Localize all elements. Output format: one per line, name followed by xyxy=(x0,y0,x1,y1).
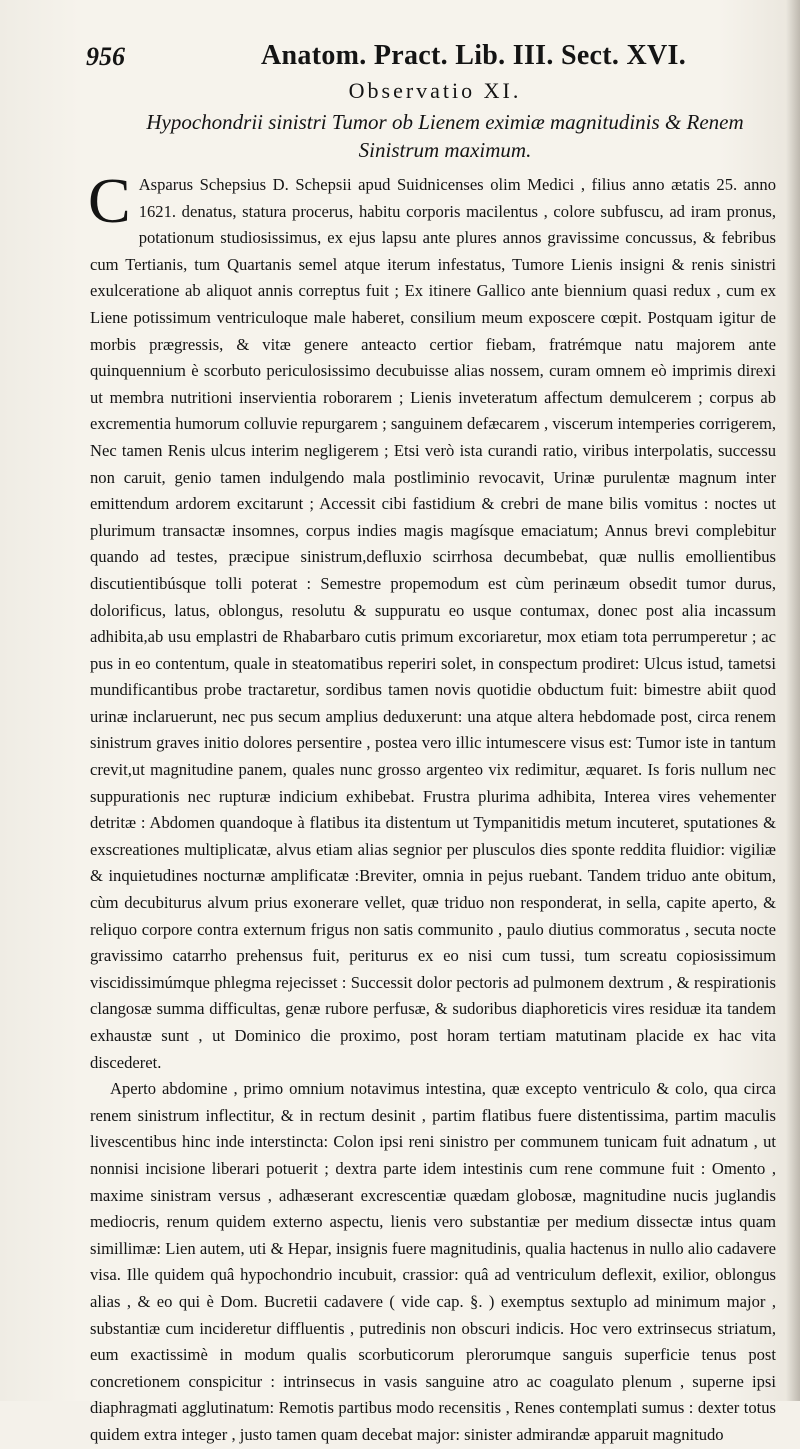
body-text xyxy=(88,165,776,1449)
running-head: Anatom. Pract. Lib. III. Sect. XVI. xyxy=(261,40,687,71)
drop-cap: C xyxy=(88,165,131,236)
observation-title: Observatio XI. xyxy=(348,78,522,103)
page-header xyxy=(86,40,786,74)
page-number: 956 xyxy=(86,42,125,71)
paragraph-autopsy: Aperto abdomine , primo omnium notavimus intestina, quæ excepto ventriculo & colo, qua circa renem sinistrum inflectitur, & in rectum desinit , partim flatibus fuere distentissima, partim maculis livescentibus hinc inde interstincta: Colon ipsi reni sinistro per communem tunicam fuit adnatum , ut nonnisi incisione liberari potuerit ; dextra parte idem intestinis cum rene commune fuit : Omento , maxime sinistram versus , adhæserant excrescentiæ quædam globosæ, magnitudine nucis juglandis mediocris, renum quidem externo aspectu, lienis vero substantiæ per medium dissectæ intus quam simillimæ: Lien autem, uti & Hepar, insignis fuere magnitudinis, qualia hactenus in nullo alio cadavere visa. Ille quidem quâ hypochondrio incubuit, crassior: quâ ad ventriculum deflexit, exilior, oblongus alias , & eo qui è Dom. Bucretii cadavere ( vide cap. §. ) exemptus sextuplo ad minimum major , substantiæ cum incideretur diffluentis , putredinis non obscuri indicis. Hoc vero extrinsecus striatum, eum exactissimè in modum qualis scorbuticorum plerorumque sanguis superficie tenus post concretionem conspicitur : intrinsecus in vasis sanguine atro ac coagulato plenum , superne ipsi diaphragmati agglutinatum: Remotis partibus modo recensitis , Renes contemplati sumus : dexter totus quidem extra integer , justo tamen quam decebat major: sinister admirandæ apparuit magnitudo xyxy=(90,1079,776,1444)
observation-subtitle: Hypochondrii sinistri Tumor ob Lienem eximiæ magnitudinis & Renem Sinistrum maximum. xyxy=(146,110,744,162)
page-edge-shadow xyxy=(786,0,800,1401)
paragraph-case-history xyxy=(88,165,776,1076)
paragraph-case-history-text: Asparus Schepsius D. Schepsii apud Suidnicenses olim Medici , filius anno ætatis 25. anno 1621. denatus, statura procerus, habitu corporis macilentus , colore subfuscu, ad iram pronus, potationum studiosissimus, ex ejus lapsu ante plures annos gravissime concussus, & febribus cum Tertianis, tum Quartanis semel atque iterum infestatus, Tumore Lienis insigni & renis sinistri exulceratione ab aliquot annis correptus fuit ; Ex itinere Gallico ante biennium quasi redux , cum ex Liene potissimum ventriculoque male haberet, consilium meum exposcere cœpit. Postquam igitur de morbis prægressis, & vitæ genere anteacto certior fiebam, fratrémque natu majorem ante quinquennium è scorbuto periculosissimo decubuisse alias nossem, curam omnem eò imprimis direxi ut membra nutritioni inservientia roborarem ; Lienis inveteratum affectum demulcerem ; corpus ab excrementia humorum colluvie repurgarem ; sanguinem defæcarem , viscerum intemperies corrigerem, Nec tamen Renis ulcus interim negligerem ; Etsi verò ista curandi ratio, viribus interpolatis, successu non caruit, genio tamen indulgendo mala postliminio revocavit, Urinæ purulentæ magnum inter emittendum ardorem excitarunt ; Accessit cibi fastidium & crebri de mane bilis vomitus : noctes ut plurimum transactæ insomnes, corpus indies magis magísque emaciatum; Annus brevi complebitur quando ad testes, præcipue sinistrum,defluxio scirrhosa decumbebat, quæ nullis emollientibus discutientibúsque tolli poterat : Semestre propemodum est cùm perinæum obsedit tumor durus, dolorificus, latus, oblongus, resolutu & suppuratu eo usque contumax, donec post alia incassum adhibita,ab usu emplastri de Rhabarbaro cutis primum excoriaretur, mox etiam tota perrumperetur ; ac pus in eo contentum, quale in steatomatibus reperiri solet, in conspectum prodiret: Ulcus istud, tametsi mundificantibus probe tractaretur, sordibus tamen novis quotidie obductum fuit: bimestre abiit quod urinæ inclaruerunt, nec pus secum amplius deduxerunt: una atque altera hebdomade post, circa renem sinistrum graves initio dolores persentire , postea vero illic intumescere visus est: Tumor iste in tantum crevit,ut magnitudine panem, quales nunc grosso argenteo vix redimitur, æquaret. Is foris nullum nec suppurationis nec rupturæ indicium exhibebat. Frustra plurima adhibita, Interea vires vehementer detritæ : Abdomen quandoque à flatibus ita distentum ut Tympanitidis metum incuteret, sputationes & exscreationes multiplicatæ, alvus etiam alias segnior per plusculos dies sponte reddita fluidior: vigiliæ & inquietudines nocturnæ amplificatæ :Breviter, omnia in pejus ruebant. Tandem triduo ante obitum, cùm decubiturus alvum prius exonerare vellet, quæ triduo non responderat, in sella, capite aperto, & reliquo corpore contra externum frigus non satis communito , paulo diutius commoratus , secuta nocte gravissimo catarrho prehensus fuit, periturus ex eo nisi cum tussi, tum screatu copiosissimum viscidissimúmque phlegma rejecisset : Successit dolor pectoris ad pulmonem dextrum , & respirationis clangosæ summa difficultas, genæ rubore perfusæ, & sudoribus diaphoreticis vires residuæ ita tandem exhaustæ sunt , ut Dominico die proximo, post horam tertiam matutinam placide ex hac vita discederet. xyxy=(90,175,776,1072)
